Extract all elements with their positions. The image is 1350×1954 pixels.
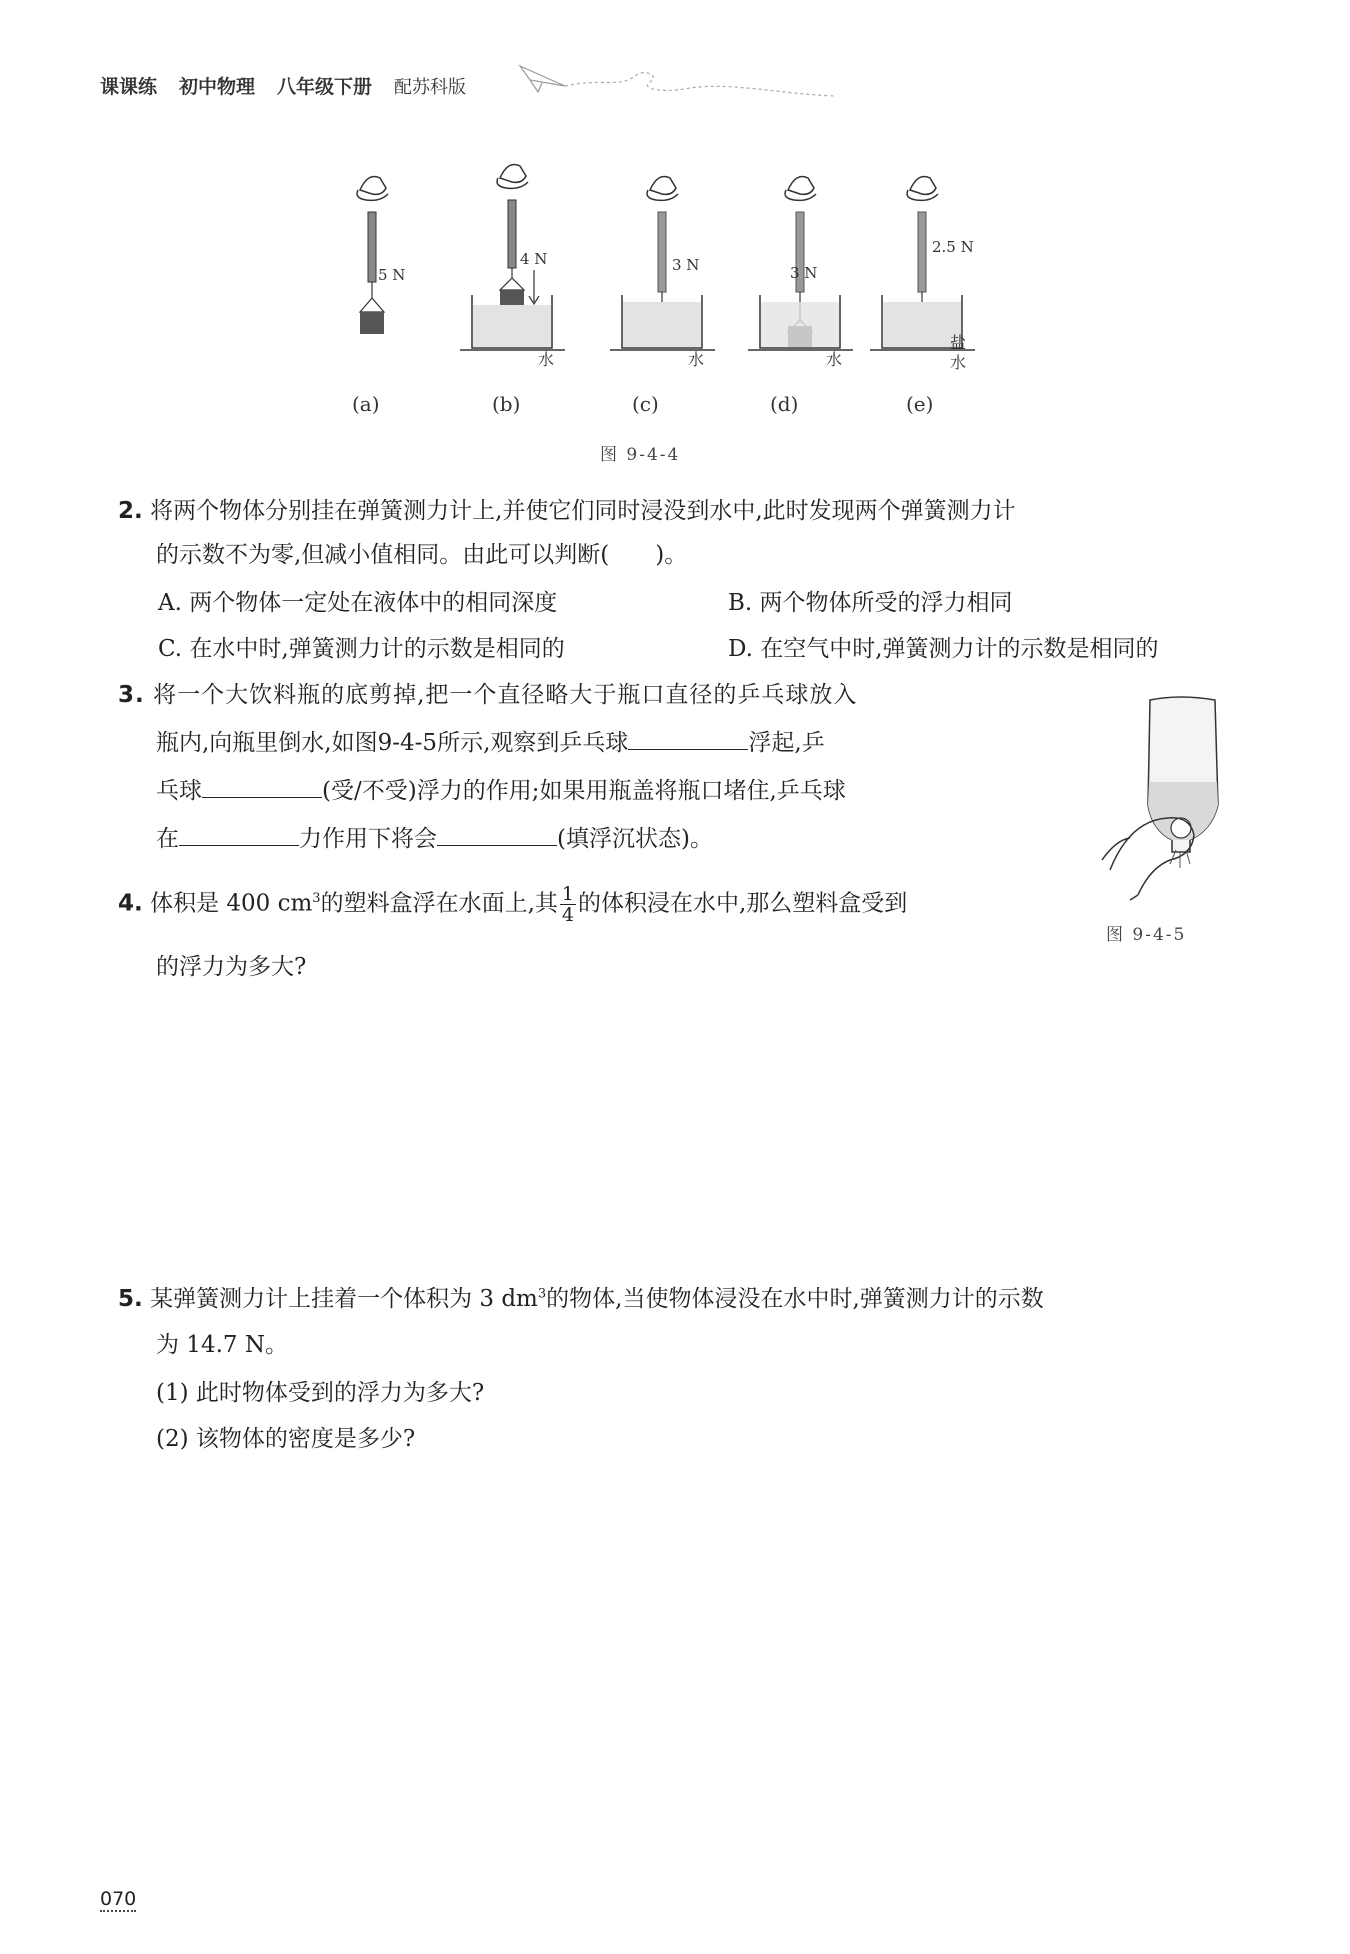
panel-b-label: (b): [492, 392, 521, 416]
q3-blank-1[interactable]: [628, 727, 748, 750]
q5-superscript: 3: [537, 1286, 547, 1302]
q5-number: 5.: [118, 1286, 143, 1312]
q3-text-4b: 力作用下将会: [299, 826, 437, 852]
q4-number: 4.: [118, 890, 143, 917]
q2-line1: [118, 492, 1016, 525]
q3-blank-3[interactable]: [179, 823, 299, 846]
q3-text-3b: (受/不受)浮力的作用;如果用瓶盖将瓶口堵住,乒乓球: [322, 778, 846, 804]
q4-text-c: 的体积浸在水中,那么塑料盒受到: [577, 890, 908, 917]
q2-text-1: 将两个物体分别挂在弹簧测力计上,并使它们同时浸没到水中,此时发现两个弹簧测力计: [150, 498, 1016, 524]
q5-text-a: 某弹簧测力计上挂着一个体积为 3 dm: [150, 1286, 538, 1312]
panel-c-label: (c): [632, 392, 659, 416]
header-edition: 配苏科版: [394, 77, 467, 98]
header-series: 课课练: [100, 76, 158, 98]
q4-line2: 的浮力为多大?: [156, 954, 307, 980]
panel-a-reading: 5 N: [378, 266, 406, 284]
q2-option-c: C. 在水中时,弹簧测力计的示数是相同的: [158, 636, 565, 662]
q3-text-4c: (填浮沉状态)。: [557, 826, 713, 852]
panel-d-label: (d): [770, 392, 799, 416]
q4-superscript: 3: [312, 890, 321, 906]
q3-text-4a: 在: [156, 826, 179, 852]
panel-e-reading: 2.5 N: [932, 238, 974, 256]
panel-d-reading: 3 N: [790, 264, 818, 282]
panel-b-reading: 4 N: [520, 250, 548, 268]
q2-option-d: D. 在空气中时,弹簧测力计的示数是相同的: [728, 636, 1159, 662]
q3-text-1: 将一个大饮料瓶的底剪掉,把一个直径略大于瓶口直径的乒乓球放入: [153, 682, 858, 708]
panel-e-liquid-1: 盐: [950, 333, 967, 352]
q4-line1: [118, 884, 907, 925]
q2-line2: 的示数不为零,但减小值相同。由此可以判断( )。: [156, 542, 688, 568]
q5-line1: [118, 1280, 1044, 1313]
panel-e-liquid-2: 水: [950, 353, 967, 372]
page-number: 070: [100, 1888, 137, 1910]
q4-fraction: [560, 884, 576, 925]
q3-line1: [118, 676, 857, 709]
q3-text-2b: 浮起,乒: [748, 730, 825, 756]
figure-9-4-5-bottle: [1090, 690, 1250, 915]
panel-c-liquid: 水: [688, 350, 705, 369]
q3-text-2a: 瓶内,向瓶里倒水,如图9-4-5所示,观察到乒乓球: [156, 730, 629, 756]
paper-plane-decoration: [510, 58, 840, 108]
q2-number: 2.: [118, 498, 143, 524]
panel-e-drawing: [870, 177, 975, 351]
q5-line2: 为 14.7 N。: [156, 1332, 288, 1358]
q3-blank-4[interactable]: [437, 823, 557, 846]
q2-option-a: A. 两个物体一定处在液体中的相同深度: [158, 590, 558, 616]
q5-text-b: 的物体,当使物体浸没在水中时,弹簧测力计的示数: [546, 1286, 1044, 1312]
q4-text-b: 的塑料盒浮在水面上,其: [320, 890, 558, 917]
q3-number: 3.: [118, 682, 145, 708]
q5-sub2: (2) 该物体的密度是多少?: [156, 1426, 416, 1452]
q3-blank-2[interactable]: [202, 775, 322, 798]
figure-caption-9-4-4: 图 9-4-4: [600, 445, 681, 465]
header-grade: 八年级下册: [277, 76, 373, 98]
q4-frac-denominator: 4: [561, 904, 574, 926]
q3-line4: [156, 820, 713, 853]
panel-b-liquid: 水: [538, 350, 555, 369]
panel-a-drawing: [357, 177, 388, 335]
q3-line2: [156, 724, 825, 757]
panel-d-liquid: 水: [826, 350, 843, 369]
header-subject: 初中物理: [179, 76, 256, 98]
panel-e-label: (e): [906, 392, 934, 416]
page-header: [100, 72, 488, 99]
q3-line3: [156, 772, 846, 805]
figure-9-4-4: [330, 160, 1030, 465]
q4-frac-numerator: 1: [561, 883, 574, 905]
q5-sub1: (1) 此时物体受到的浮力为多大?: [156, 1380, 485, 1406]
q2-option-b: B. 两个物体所受的浮力相同: [728, 590, 1013, 616]
q4-text-a: 体积是 400 cm: [150, 890, 313, 917]
panel-c-reading: 3 N: [672, 256, 700, 274]
figure-caption-9-4-5: 图 9-4-5: [1106, 925, 1187, 945]
panel-b-drawing: [460, 165, 565, 351]
panel-a-label: (a): [352, 392, 380, 416]
q3-text-3a: 乓球: [156, 778, 202, 804]
